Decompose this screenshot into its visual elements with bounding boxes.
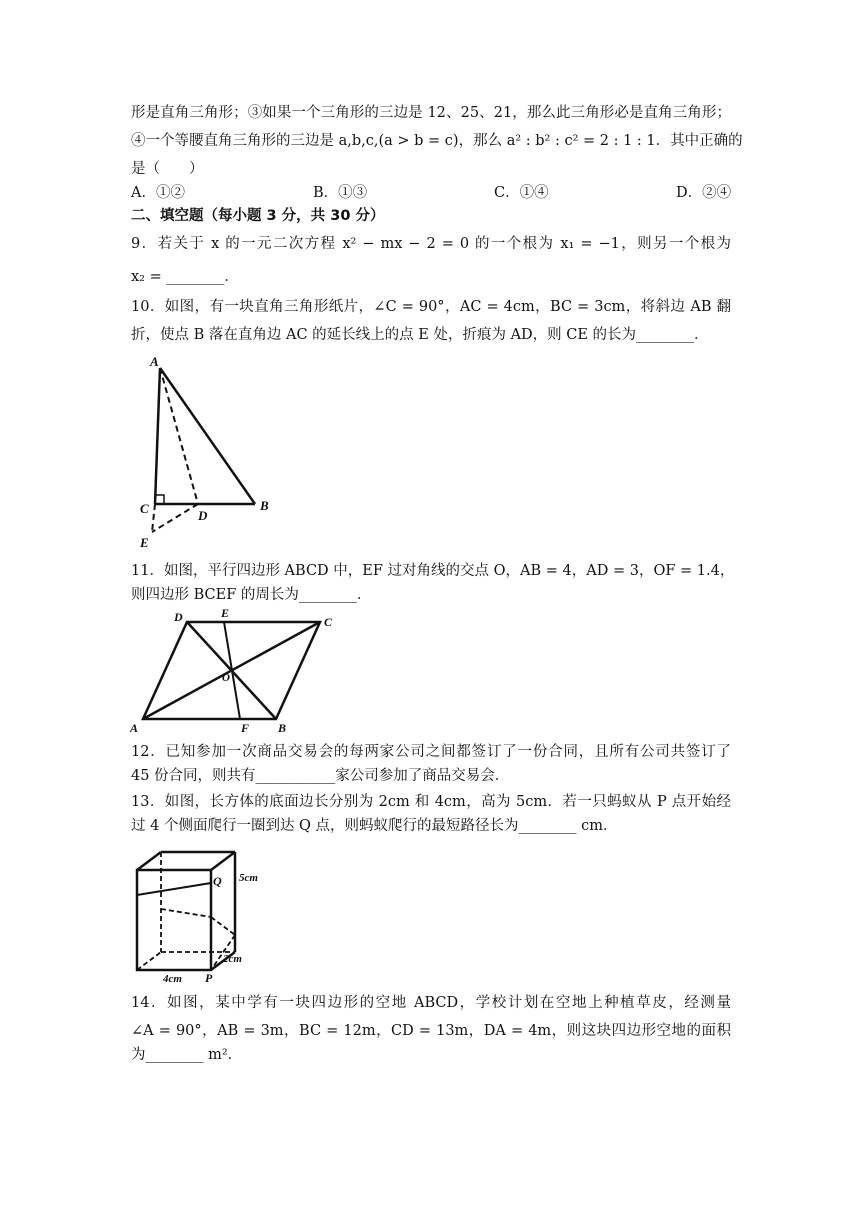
q8-option-c: C．①④	[494, 185, 549, 201]
q8-option-b: B．①③	[313, 185, 368, 201]
q8-option-a: A．①②	[131, 185, 185, 201]
q10-line-2: 折，使点 B 落在直角边 AC 的延长线上的点 E 处，折痕为 AD，则 CE 的长为________．	[131, 327, 709, 343]
q12-line-1: 12．已知参加一次商品交易会的每两家公司之间都签订了一份合同，且所有公司共签订了	[131, 744, 731, 760]
q11-parallelogram-figure	[128, 605, 348, 740]
q10-side-ac	[155, 368, 160, 504]
q10-side-ab	[160, 368, 255, 504]
q11-line-2: 则四边形 BCEF 的周长为________．	[131, 587, 372, 603]
q11-label-f: F	[241, 721, 250, 735]
q10-line-1: 10．如图，有一块直角三角形纸片，∠C = 90°，AC = 4cm，BC = 3cm，将斜边 AB 翻	[131, 299, 731, 315]
q11-label-a: A	[130, 721, 139, 735]
q12-line-2: 45 份合同，则共有___________家公司参加了商品交易会．	[131, 768, 510, 784]
q13-line-2: 过 4 个侧面爬行一圈到达 Q 点，则蚂蚁爬行的最短路径长为________ cm．	[131, 818, 618, 834]
q8-line-3: 是（ ）	[131, 161, 204, 177]
q8-line-1: 形是直角三角形；③如果一个三角形的三边是 12、25、21，那么此三角形必是直角三角形；	[131, 105, 731, 121]
q11-label-e: E	[221, 606, 230, 620]
q14-line-2: ∠A = 90°，AB = 3m，BC = 12m，CD = 13m，DA = 4m，则这块四边形空地的面积	[131, 1023, 731, 1039]
q14-line-3: 为________ m²．	[131, 1047, 243, 1063]
q13-path-front	[137, 883, 211, 895]
q9-line-1: 9．若关于 x 的一元二次方程 x² − mx − 2 = 0 的一个根为 x₁ = −1，则另一个根为	[131, 236, 731, 252]
section-heading: 二、填空题（每小题 3 分，共 30 分）	[131, 208, 385, 224]
q11-label-d: D	[174, 610, 183, 624]
q10-label-d: D	[198, 508, 208, 523]
q10-label-b: B	[260, 498, 269, 513]
q13-line-1: 13．如图，长方体的底面边长分别为 2cm 和 4cm，高为 5cm．若一只蚂蚁从 P 点开始经	[131, 794, 731, 810]
q14-line-1: 14．如图，某中学有一块四边形的空地 ABCD，学校计划在空地上种植草皮，经测量	[131, 995, 731, 1011]
q11-label-c: C	[324, 615, 333, 629]
q10-extension-ce	[152, 504, 155, 532]
q13-cuboid-figure	[125, 845, 275, 985]
q13-path-back	[161, 909, 211, 917]
q11-segment-ef	[224, 622, 240, 719]
q13-label-width: 4cm	[163, 973, 182, 985]
q10-label-a: A	[150, 354, 159, 369]
q13-label-depth: 2cm	[223, 953, 242, 965]
q11-label-b: B	[278, 721, 287, 735]
q10-fold-ad	[160, 368, 198, 504]
q10-label-c: C	[140, 501, 149, 516]
q8-line-2: ④一个等腰直角三角形的三边是 a,b,c,(a > b = c)，那么 a² : b² : c² = 2 : 1 : 1．其中正确的	[131, 133, 743, 149]
q13-label-p: P	[205, 971, 213, 985]
q9-line-2: x₂ = ________．	[131, 269, 239, 285]
q10-label-e: E	[140, 535, 149, 550]
q13-label-q: Q	[213, 874, 222, 888]
q11-label-o: O	[222, 672, 230, 684]
q13-label-height: 5cm	[239, 872, 258, 884]
q8-option-d: D．②④	[676, 185, 732, 201]
q10-segment-de	[152, 504, 198, 532]
q11-line-1: 11．如图，平行四边形 ABCD 中，EF 过对角线的交点 O，AB = 4，AD = 3，OF = 1.4，	[131, 563, 735, 579]
q10-triangle-figure	[130, 350, 290, 555]
